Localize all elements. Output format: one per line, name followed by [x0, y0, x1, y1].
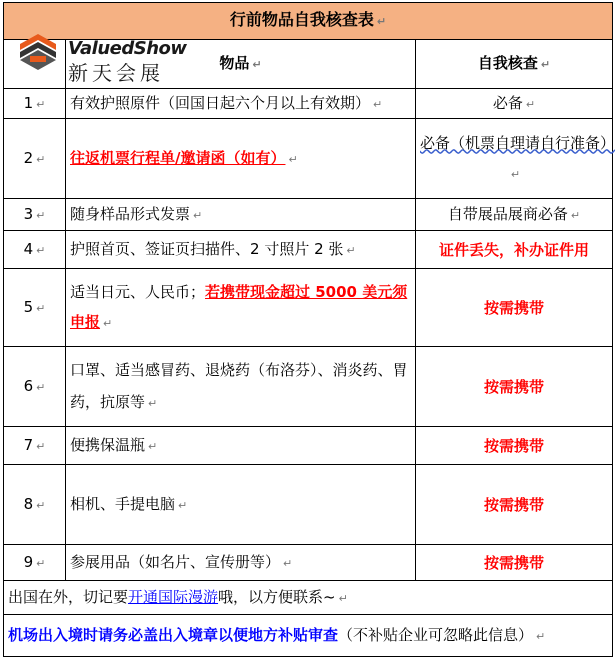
table-row: [4, 545, 613, 581]
row-item: 随身样品形式发票 ↵: [66, 199, 416, 231]
row-number: 5 ↵: [4, 269, 66, 347]
logo-text-en: ValuedShow: [68, 38, 187, 59]
table-row: [4, 465, 613, 545]
stamp-note: 机场出入境时请务必盖出入境章以便地方补贴审查（不补贴企业可忽略此信息） ↵: [4, 615, 613, 657]
roaming-note: 出国在外，切记要开通国际漫游哦，以方便联系~ ↵: [4, 581, 613, 615]
row-check: 按需携带: [416, 545, 613, 581]
row-number: 9 ↵: [4, 545, 66, 581]
table-row: [4, 231, 613, 269]
row-item: 有效护照原件（回国日起六个月以上有效期） ↵: [66, 89, 416, 119]
checklist-sheet: [3, 2, 616, 657]
row-item: 参展用品（如名片、宣传册等） ↵: [66, 545, 416, 581]
row-check: 自带展品展商必备 ↵: [416, 199, 613, 231]
logo-mark-icon: [10, 30, 66, 76]
row-number: 2 ↵: [4, 119, 66, 199]
row-check: 证件丢失，补办证件用: [416, 231, 613, 269]
logo-text-cn: 新天会展: [68, 61, 164, 85]
row-number: 3 ↵: [4, 199, 66, 231]
table-row: [4, 89, 613, 119]
checklist-table: [3, 2, 616, 657]
row-number: 6 ↵: [4, 347, 66, 427]
row-item: 适当日元、人民币；若携带现金超过 5000 美元须申报 ↵: [66, 269, 416, 347]
table-row: [4, 119, 613, 199]
row-number: 4 ↵: [4, 231, 66, 269]
table-row: [4, 427, 613, 465]
roaming-link[interactable]: 开通国际漫游: [128, 587, 219, 606]
title-row: [4, 3, 613, 40]
row-check: 按需携带: [416, 427, 613, 465]
row-item: 口罩、适当感冒药、退烧药（布洛芬）、消炎药、胃药，抗原等 ↵: [66, 347, 416, 427]
table-row: [4, 269, 613, 347]
table-title: 行前物品自我核查表 ↵: [4, 3, 613, 40]
row-number: 8 ↵: [4, 465, 66, 545]
row-check: 必备（机票自理请自行准备）↵: [416, 119, 613, 199]
row-check: 按需携带: [416, 269, 613, 347]
row-item: 便携保温瓶 ↵: [66, 427, 416, 465]
row-item: 护照首页、签证页扫描件、2 寸照片 2 张 ↵: [66, 231, 416, 269]
row-number: 1 ↵: [4, 89, 66, 119]
row-check: 按需携带: [416, 465, 613, 545]
row-check: 必备 ↵: [416, 89, 613, 119]
header-check: 自我核查 ↵: [416, 40, 613, 89]
header-item: 物品 ↵: [66, 40, 416, 89]
footer-row-stamp: [4, 615, 613, 657]
row-item: 往返机票行程单/邀请函（如有） ↵: [66, 119, 416, 199]
row-item: 相机、手提电脑 ↵: [66, 465, 416, 545]
row-check: 按需携带: [416, 347, 613, 427]
valuedshow-logo: [10, 38, 187, 85]
footer-row-roaming: [4, 581, 613, 615]
row-number: 7 ↵: [4, 427, 66, 465]
table-row: [4, 347, 613, 427]
table-row: [4, 199, 613, 231]
